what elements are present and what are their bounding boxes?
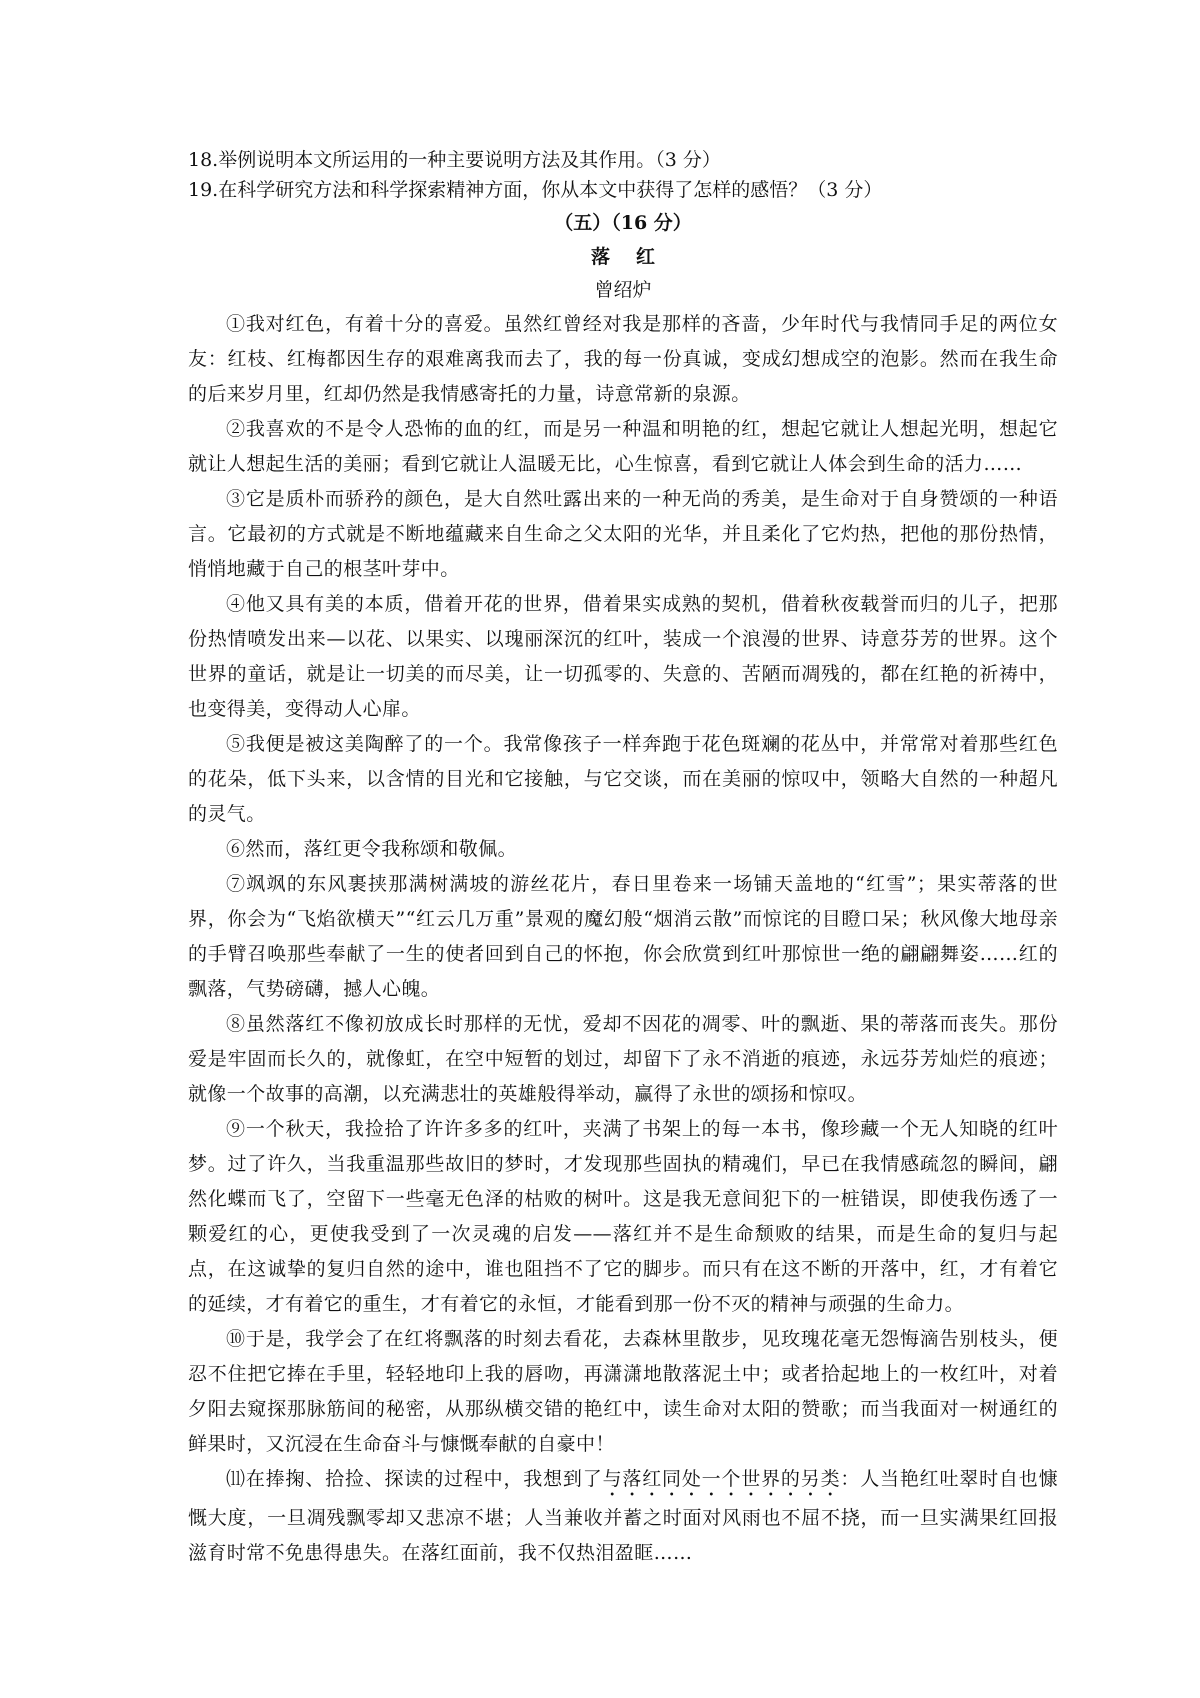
- paragraph-5: ⑤我便是被这美陶醉了的一个。我常像孩子一样奔跑于花色斑斓的花丛中，并常常对着那些红色的花朵，低下头来，以含情的目光和它接触，与它交谈，而在美丽的惊叹中，领略大自然的一种超凡的灵气。: [188, 733, 1058, 825]
- question-18: 18.举例说明本文所运用的一种主要说明方法及其作用。（3 分）: [188, 149, 721, 171]
- paragraph-11-after: ：人当艳红吐翠时自也慷慨大度，一旦凋残飘零却又悲凉不堪；人当兼收并蓄之时面对风雨也不屈不挠，而一旦实满果红回报滋育时常不免患得患失。在落红面前，我不仅热泪盈眶……: [188, 1468, 1058, 1564]
- paragraph-6: ⑥然而，落红更令我称颂和敬佩。: [226, 838, 518, 860]
- paragraph-9: ⑨一个秋天，我捡拾了许许多多的红叶，夹满了书架上的每一本书，像珍藏一个无人知晓的红叶梦。过了许久，当我重温那些故旧的梦时，才发现那些固执的精魂们，早已在我情感疏忽的瞬间，翩然化蝶而飞了，空留下一些毫无色泽的枯败的树叶。这是我无意间犯下的一桩错误，即使我伤透了一颗爱红的心，更使我受到了一次灵魂的启发——落红并不是生命颓败的结果，而是生命的复归与起点，在这诚挚的复归自然的途中，谁也阻挡不了它的脚步。而只有在这不断的开落中，红，才有着它的延续，才有着它的重生，才有着它的永恒，才能看到那一份不灭的精神与顽强的生命力。: [188, 1118, 1058, 1315]
- emphasized-phrase: 与落红同处一个世界的另类: [602, 1468, 841, 1490]
- exam-page: [188, 145, 1058, 1571]
- paragraph-8: ⑧虽然落红不像初放成长时那样的无忧，爱却不因花的凋零、叶的飘逝、果的蒂落而丧失。那份爱是牢固而长久的，就像虹，在空中短暂的划过，却留下了永不消逝的痕迹，永远芬芳灿烂的痕迹；就像一个故事的高潮，以充满悲壮的英雄般得举动，赢得了永世的颂扬和惊叹。: [188, 1013, 1058, 1105]
- paragraph-3: ③它是质朴而骄矜的颜色，是大自然吐露出来的一种无尚的秀美，是生命对于自身赞颂的一种语言。它最初的方式就是不断地蕴藏来自生命之父太阳的光华，并且柔化了它灼热，把他的那份热情，悄悄地藏于自己的根茎叶芽中。: [188, 488, 1058, 580]
- paragraph-10: ⑩于是，我学会了在红将飘落的时刻去看花，去森林里散步，见玫瑰花毫无怨悔滴告别枝头，便忍不住把它捧在手里，轻轻地印上我的唇吻，再潇潇地散落泥土中；或者拾起地上的一枚红叶，对着夕阳去窥探那脉筋间的秘密，从那纵横交错的艳红中，读生命对太阳的赞歌；而当我面对一树通红的鲜果时，又沉浸在生命奋斗与慷慨奉献的自豪中！: [188, 1328, 1058, 1455]
- article-title: 落红: [590, 246, 681, 268]
- question-19: 19.在科学研究方法和科学探索精神方面，你从本文中获得了怎样的感悟？（3 分）: [188, 179, 883, 201]
- paragraph-1: ①我对红色，有着十分的喜爱。虽然红曾经对我是那样的吝啬，少年时代与我情同手足的两位女友：红枝、红梅都因生存的艰难离我而去了，我的每一份真诚，变成幻想成空的泡影。然而在我生命的后来岁月里，红却仍然是我情感寄托的力量，诗意常新的泉源。: [188, 313, 1058, 405]
- paragraph-11-before: ⑾在捧掬、拾捡、探读的过程中，我想到了: [226, 1468, 603, 1490]
- paragraph-7: ⑦飒飒的东风裹挟那满树满坡的游丝花片，春日里卷来一场铺天盖地的“红雪”；果实蒂落的世界，你会为“飞焰欲横天”“红云几万重”景观的魔幻般“烟消云散”而惊诧的目瞪口呆；秋风像大地母亲的手臂召唤那些奉献了一生的使者回到自己的怀抱，你会欣赏到红叶那惊世一绝的翩翩舞姿……红的飘落，气势磅礴，撼人心魄。: [188, 873, 1058, 1000]
- paragraph-4: ④他又具有美的本质，借着开花的世界，借着果实成熟的契机，借着秋夜载誉而归的儿子，把那份热情喷发出来—以花、以果实、以瑰丽深沉的红叶，装成一个浪漫的世界、诗意芬芳的世界。这个世界的童话，就是让一切美的而尽美，让一切孤零的、失意的、苦陋而凋残的，都在红艳的祈祷中，也变得美，变得动人心扉。: [188, 593, 1058, 720]
- article-author: 曾绍炉: [594, 279, 652, 301]
- paragraph-2: ②我喜欢的不是令人恐怖的血的红，而是另一种温和明艳的红，想起它就让人想起光明，想起它就让人想起生活的美丽；看到它就让人温暖无比，心生惊喜，看到它就让人体会到生命的活力……: [188, 418, 1058, 475]
- section-heading: （五）（16 分）: [554, 212, 692, 234]
- paragraph-11: [188, 1462, 1058, 1571]
